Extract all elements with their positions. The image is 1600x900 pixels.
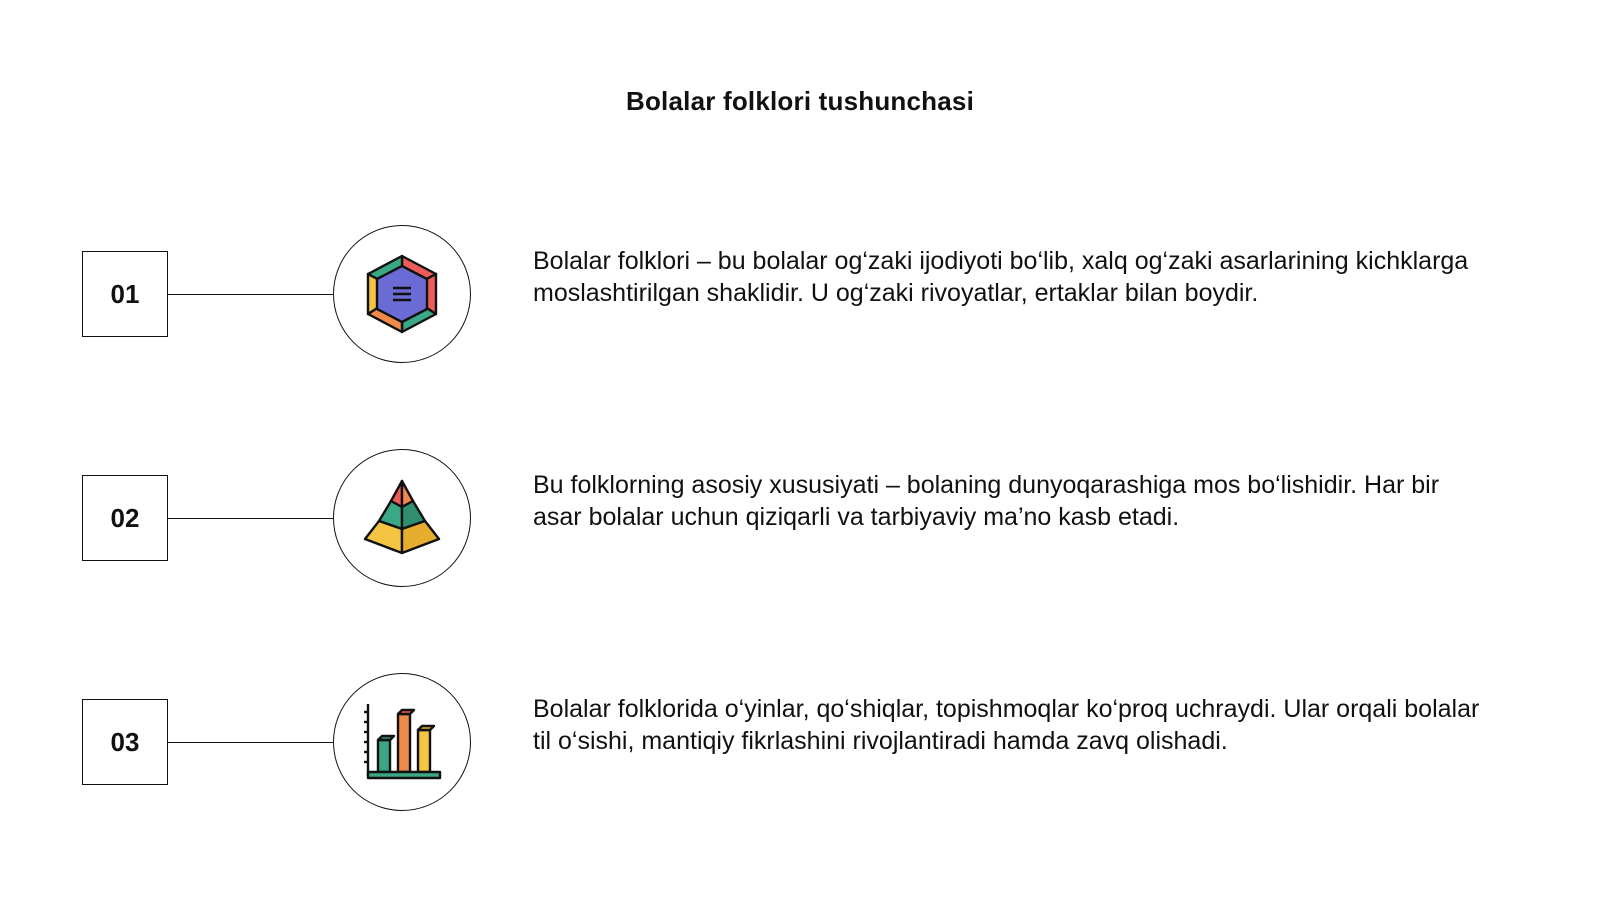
- number-box-3: [82, 699, 168, 785]
- number-label-1: 01: [110, 278, 140, 309]
- pyramid-icon: [361, 477, 443, 559]
- list-item-1: [0, 225, 1600, 365]
- row-text-1: Bolalar folklori – bu bolalar og‘zaki ijodiyoti bo‘lib, xalq og‘zaki asarlarining kichklarga moslashtirilgan shaklidir. U og‘zaki rivoyatlar, ertaklar bilan boydir.: [533, 247, 1469, 307]
- icon-circle-3: [333, 673, 471, 811]
- row-text-3: Bolalar folklorida o‘yinlar, qo‘shiqlar, topishmoqlar ko‘proq uchraydi. Ular orqali bolalar til o‘sishi, mantiqiy fikrlashini rivojlantiradi hamda zavq olishadi.: [533, 695, 1480, 755]
- bar-chart-icon: [360, 700, 444, 784]
- icon-circle-2: [333, 449, 471, 587]
- icon-circle-1: [333, 225, 471, 363]
- connector-line-1: [168, 294, 333, 295]
- number-label-3: 03: [110, 726, 140, 757]
- number-box-1: [82, 251, 168, 337]
- connector-line-3: [168, 742, 333, 743]
- list-item-2: [0, 449, 1600, 589]
- number-label-2: 02: [110, 502, 140, 533]
- slide-title: Bolalar folklori tushunchasi: [626, 86, 974, 116]
- row-text-2: Bu folklorning asosiy xususiyati – bolaning dunyoqarashiga mos bo‘lishidir. Har bir asar bolalar uchun qiziqarli va tarbiyaviy ma’no kasb etadi.: [533, 471, 1440, 531]
- hexagon-document-icon: [364, 252, 440, 336]
- list-item-3: [0, 673, 1600, 813]
- number-box-2: [82, 475, 168, 561]
- connector-line-2: [168, 518, 333, 519]
